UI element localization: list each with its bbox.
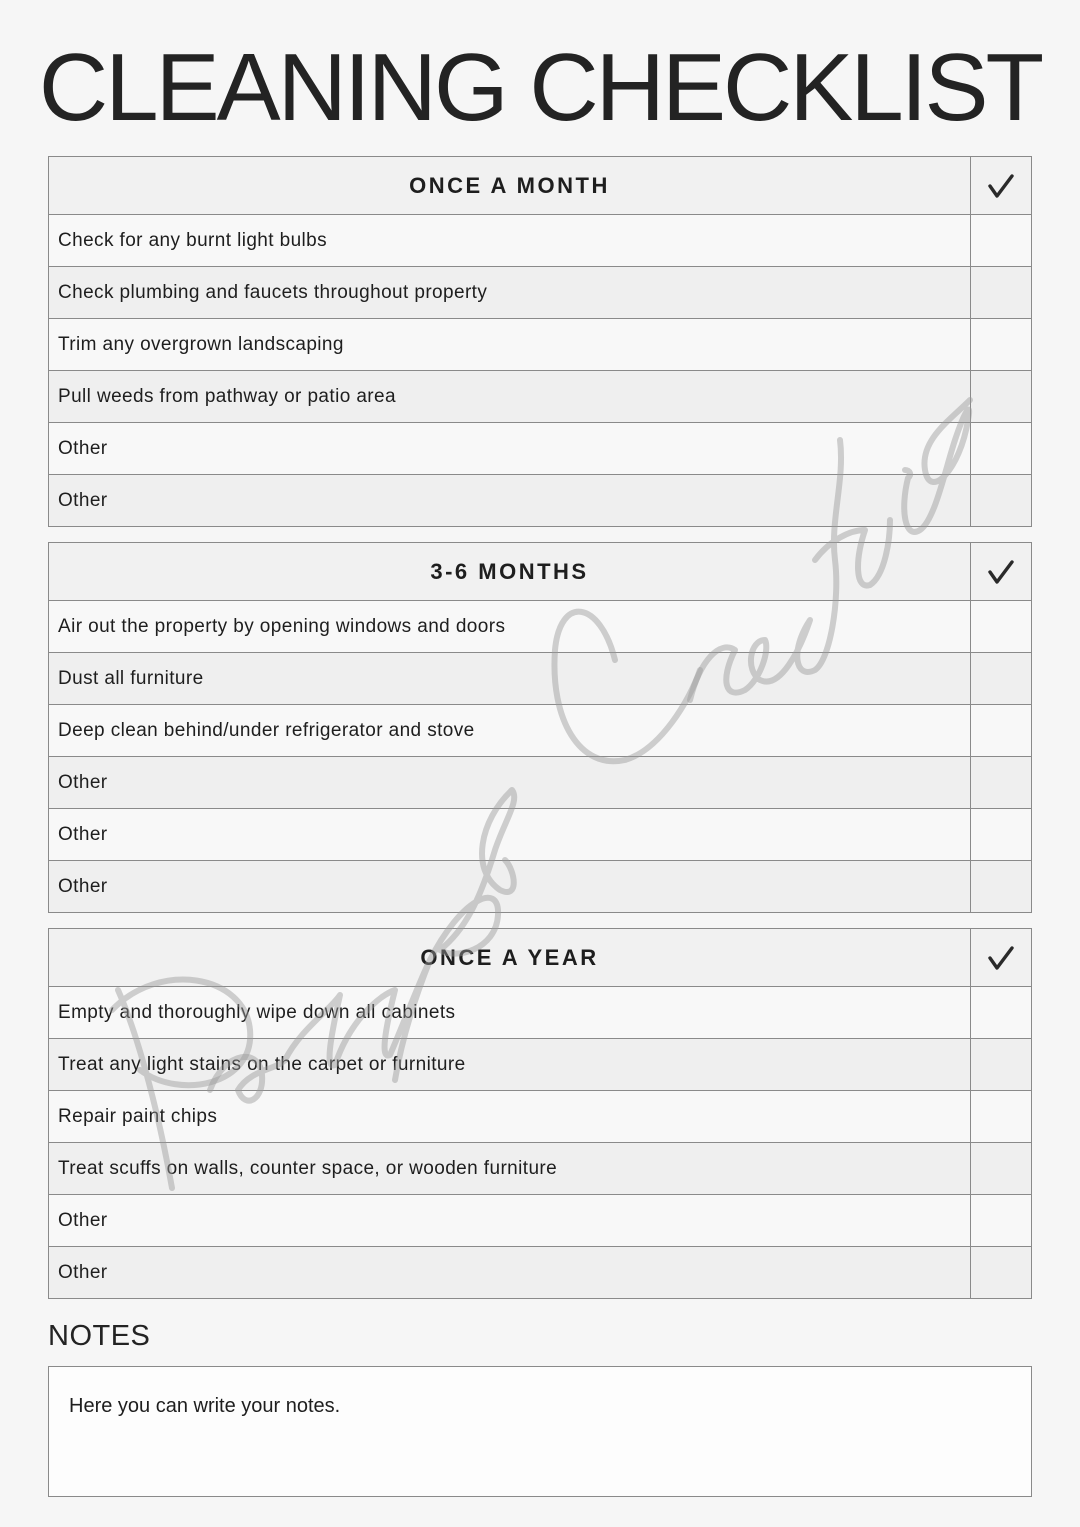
table-row xyxy=(49,1038,1031,1090)
checkmark-icon xyxy=(986,943,1016,973)
task-label: Other xyxy=(58,1261,108,1283)
task-checkbox[interactable] xyxy=(970,809,1031,860)
table-row xyxy=(49,1090,1031,1142)
section-heading: ONCE A MONTH xyxy=(409,172,610,198)
task-checkbox[interactable] xyxy=(970,705,1031,756)
section-header xyxy=(49,543,1031,600)
task-label: Other xyxy=(58,771,108,793)
check-header xyxy=(970,543,1031,600)
task-label: Deep clean behind/under refrigerator and stove xyxy=(58,719,475,741)
task-label: Check plumbing and faucets throughout property xyxy=(58,281,488,303)
notes-placeholder: Here you can write your notes. xyxy=(69,1395,341,1417)
table-row xyxy=(49,214,1031,266)
task-checkbox[interactable] xyxy=(970,1091,1031,1142)
task-label: Trim any overgrown landscaping xyxy=(58,333,344,355)
task-checkbox[interactable] xyxy=(970,653,1031,704)
table-row xyxy=(49,422,1031,474)
task-checkbox[interactable] xyxy=(970,423,1031,474)
task-label: Treat any light stains on the carpet or furniture xyxy=(58,1053,466,1075)
task-checkbox[interactable] xyxy=(970,475,1031,526)
task-label: Check for any burnt light bulbs xyxy=(58,229,328,251)
checkmark-icon xyxy=(986,557,1016,587)
task-checkbox[interactable] xyxy=(970,319,1031,370)
table-row xyxy=(49,986,1031,1038)
table-row xyxy=(49,266,1031,318)
task-checkbox[interactable] xyxy=(970,1039,1031,1090)
table-row xyxy=(49,318,1031,370)
task-checkbox[interactable] xyxy=(970,371,1031,422)
task-checkbox[interactable] xyxy=(970,1195,1031,1246)
task-label: Repair paint chips xyxy=(58,1105,218,1127)
task-checkbox[interactable] xyxy=(970,1143,1031,1194)
task-checkbox[interactable] xyxy=(970,601,1031,652)
table-row xyxy=(49,704,1031,756)
task-checkbox[interactable] xyxy=(970,861,1031,912)
table-row xyxy=(49,600,1031,652)
task-label: Other xyxy=(58,437,108,459)
section-heading: ONCE A YEAR xyxy=(420,944,599,970)
table-row xyxy=(49,1194,1031,1246)
task-checkbox[interactable] xyxy=(970,1247,1031,1298)
task-label: Other xyxy=(58,1209,108,1231)
table-row xyxy=(49,652,1031,704)
table-row xyxy=(49,860,1031,912)
task-label: Other xyxy=(58,823,108,845)
notes-title: NOTES xyxy=(48,1320,151,1352)
task-label: Other xyxy=(58,489,108,511)
table-row xyxy=(49,808,1031,860)
task-label: Dust all furniture xyxy=(58,667,204,689)
notes-box[interactable] xyxy=(48,1366,1032,1497)
table-row xyxy=(49,1142,1031,1194)
task-label: Air out the property by opening windows and doors xyxy=(58,615,506,637)
check-header xyxy=(970,157,1031,214)
task-checkbox[interactable] xyxy=(970,757,1031,808)
checklist-section-once-a-month xyxy=(48,156,1032,527)
task-label: Empty and thoroughly wipe down all cabinets xyxy=(58,1001,456,1023)
page-title: CLEANING CHECKLIST xyxy=(38,34,1042,141)
task-checkbox[interactable] xyxy=(970,267,1031,318)
table-row xyxy=(49,370,1031,422)
task-checkbox[interactable] xyxy=(970,215,1031,266)
table-row xyxy=(49,1246,1031,1298)
checklist-section-3-6-months xyxy=(48,542,1032,913)
checkmark-icon xyxy=(986,171,1016,201)
task-label: Treat scuffs on walls, counter space, or wooden furniture xyxy=(58,1157,558,1179)
table-row xyxy=(49,474,1031,526)
checklist-section-once-a-year xyxy=(48,928,1032,1299)
section-heading: 3-6 MONTHS xyxy=(430,558,589,584)
task-label: Pull weeds from pathway or patio area xyxy=(58,385,396,407)
table-row xyxy=(49,756,1031,808)
task-checkbox[interactable] xyxy=(970,987,1031,1038)
section-header xyxy=(49,157,1031,214)
task-label: Other xyxy=(58,875,108,897)
section-header xyxy=(49,929,1031,986)
check-header xyxy=(970,929,1031,986)
